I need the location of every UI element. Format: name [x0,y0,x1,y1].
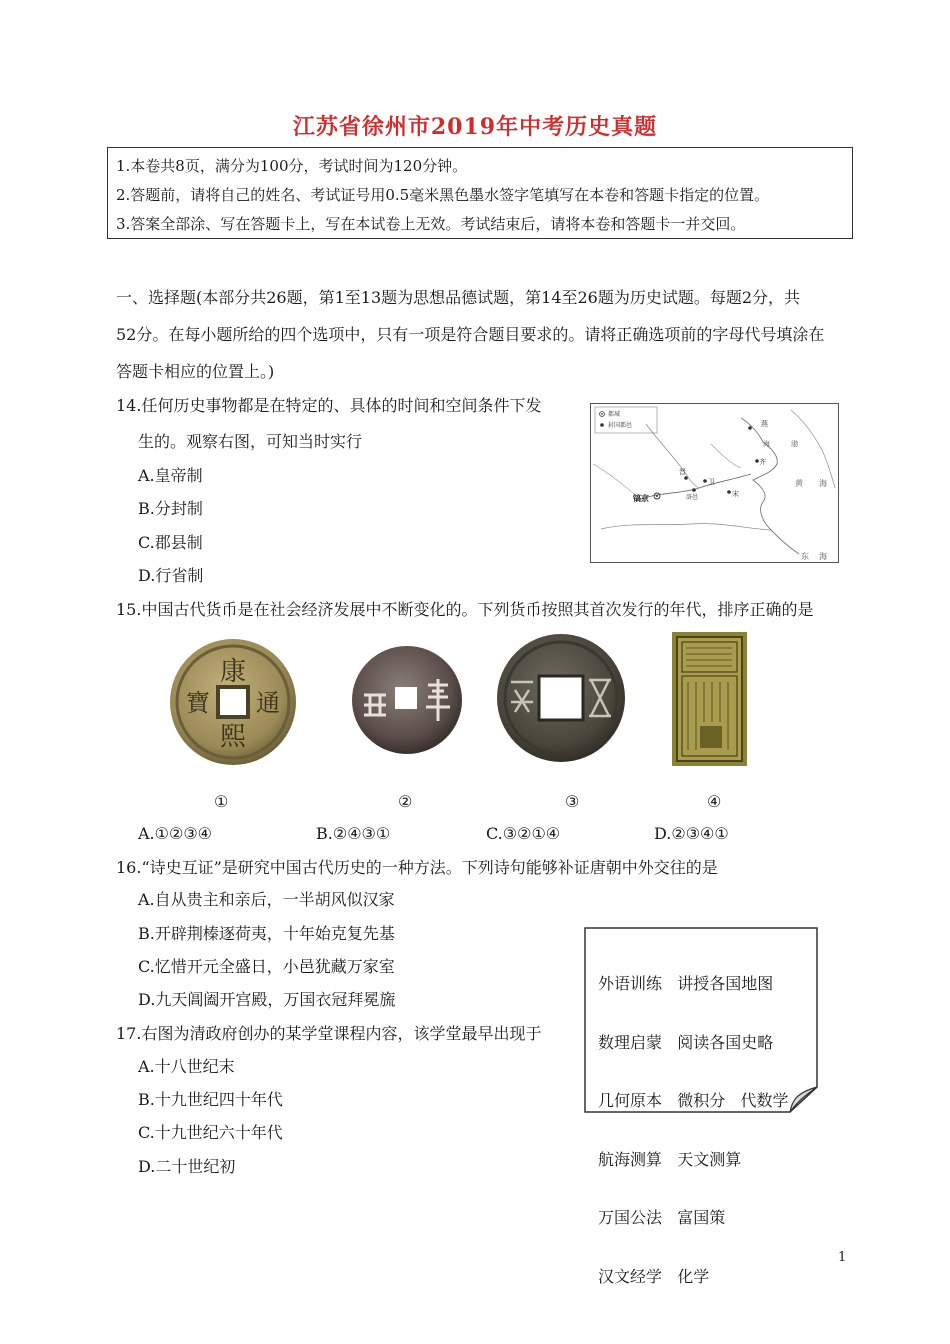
option-d[interactable]: D.九天阊阖开宫殿，万国衣冠拜冕旒 [138,990,396,1009]
figure-label: ③ [565,792,580,811]
page-number: 1 [838,1250,847,1265]
map-label-hai: 海 [819,479,827,488]
figure-label: ① [214,792,229,811]
figure-label: ② [398,792,413,811]
section-intro-line: 一、选择题(本部分共26题，第1至13题为思想品德试题，第14至26题为历史试题。每题2分，共 [116,288,801,307]
section-intro-line: 52分。在每小题所给的四个选项中，只有一项是符合题目要求的。请将正确选项前的字母代号填涂在 [116,325,825,344]
map-label-huang: 黄 [795,479,803,488]
figure-label: ④ [707,792,722,811]
option-c[interactable]: C.十九世纪六十年代 [138,1123,283,1142]
option-c[interactable]: C.③②①④ [486,824,561,843]
instruction-line: 1.本卷共8页，满分为100分，考试时间为120分钟。 [116,157,468,175]
coin-bronze-image [495,632,627,764]
map-drawing [591,404,838,562]
page-title: 江苏省徐州市2019年中考历史真题 [292,114,658,140]
option-d[interactable]: D.二十世纪初 [138,1157,236,1176]
map-label-jin: 晋 [679,468,686,476]
option-b[interactable]: B.开辟荆榛逐荷夷，十年始克复先基 [138,924,395,943]
legend-capital: 都城 [608,411,621,418]
question-14-stem: 生的。观察右图，可知当时实行 [138,432,363,451]
course-line: 几何原本 微积分 代数学 [598,1091,789,1110]
option-d[interactable]: D.行省制 [138,566,204,585]
option-a[interactable]: A.皇帝制 [138,466,203,485]
course-list-figure [584,927,819,1286]
course-list [598,935,789,1325]
option-b[interactable]: B.②④③① [316,824,391,843]
map-label-hai: 海 [819,552,827,561]
map-label-hai: 海 [763,440,770,448]
question-15-stem: 15.中国古代货币是在社会经济发展中不断变化的。下列货币按照其首次发行的年代，排序正确的是 [116,600,814,619]
coin-banliang-image [350,643,465,758]
coin-char: 通 [256,689,280,717]
map-label-wei: 卫 [708,478,715,486]
course-line: 外语训练 讲授各国地图 [598,974,774,993]
instructions-box [107,147,853,239]
option-c[interactable]: C.郡县制 [138,533,203,552]
question-17-stem: 17.右图为清政府创办的某学堂课程内容，该学堂最早出现于 [116,1024,542,1043]
coin-char: 熙 [219,722,247,752]
map-label-luoyi: 洛邑 [686,494,699,501]
course-line: 万国公法 富国策 [598,1208,726,1227]
option-a[interactable]: A.自从贵主和亲后，一半胡风似汉家 [138,890,395,909]
coin-char: 康 [219,657,247,687]
map-label-yan: 燕 [761,420,768,428]
section-intro-line: 答题卡相应的位置上。) [116,362,275,381]
option-a[interactable]: A.①②③④ [138,824,213,843]
legend-fief: 封国都邑 [608,422,633,429]
option-c[interactable]: C.忆惜开元全盛日，小邑犹藏万家室 [138,957,395,976]
paper-money-image [672,632,747,766]
map-label-haojing: 镐京 [633,493,649,503]
course-line: 汉文经学 化学 [598,1266,710,1286]
map-label-qi: 齐 [759,458,766,466]
map-label-bo: 渤 [791,440,798,448]
instruction-line: 3.答案全部涂、写在答题卡上，写在本试卷上无效。考试结束后，请将本卷和答题卡一并交回。 [116,215,746,233]
course-line: 数理启蒙 阅读各国史略 [598,1032,774,1052]
question-16-stem: 16.“诗史互证”是研究中国古代历史的一种方法。下列诗句能够补证唐朝中外交往的是 [116,858,718,877]
instruction-line: 2.答题前，请将自己的姓名、考试证号用0.5毫米黑色墨水签字笔填写在本卷和答题卡指定的位置。 [116,186,770,204]
coin-char: 寶 [186,689,210,717]
option-b[interactable]: B.十九世纪四十年代 [138,1090,283,1109]
option-d[interactable]: D.②③④① [654,824,729,843]
map-label-dong: 东 [801,552,809,561]
coin-kangxi-image [168,637,298,767]
course-line: 航海测算 天文测算 [598,1149,742,1169]
map-label-song: 宋 [732,490,739,498]
option-b[interactable]: B.分封制 [138,499,203,518]
question-14-stem: 14.任何历史事物都是在特定的、具体的时间和空间条件下发 [116,396,542,415]
zhou-map-figure [590,403,839,563]
option-a[interactable]: A.十八世纪末 [138,1057,235,1076]
